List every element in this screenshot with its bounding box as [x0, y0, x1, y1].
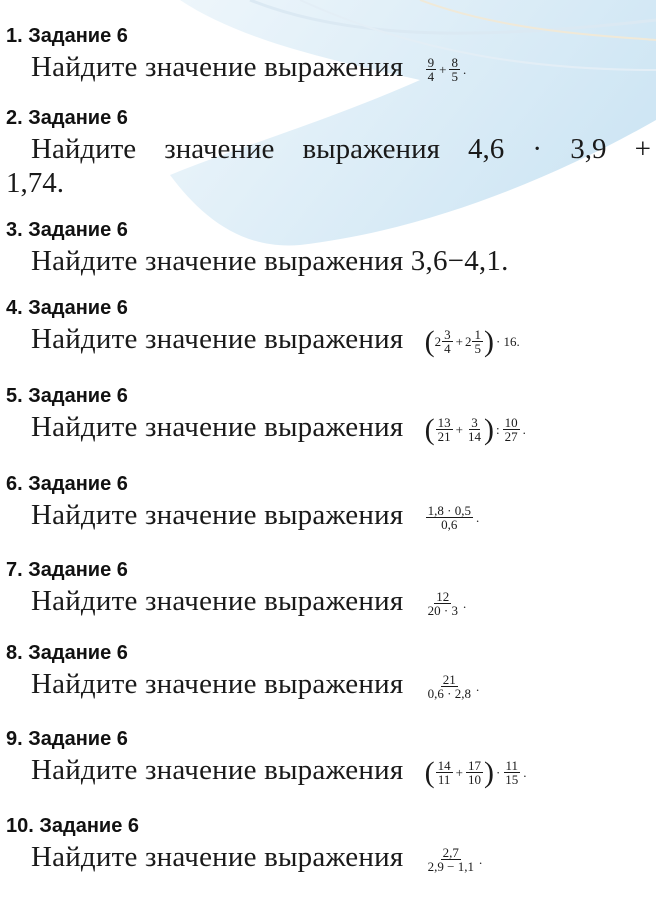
task-text: Найдите значение выражения ( $\frac{13}{21}$ + $\frac{3}{14}$ ) : $\frac{10}{27}$ .: [31, 411, 526, 446]
task-heading: 5. Задание 6: [6, 385, 128, 407]
task-text: Найдите значение выражения $\frac{21}{0,6 \cdot 2,8}$ .: [31, 667, 650, 704]
task-heading: 4. Задание 6: [6, 297, 128, 319]
task-heading: 2. Задание 6: [6, 107, 128, 129]
expression: ( $\frac{14}{11}$ + $\frac{17}{10}$ ) · $\frac{11}{15}$ .: [424, 755, 527, 789]
task-text: Найдите значение выражения $\frac{2,7}{2,9 - 1,1}$ .: [31, 840, 650, 877]
task-heading: 8. Задание 6: [6, 642, 128, 664]
task-heading: 3. Задание 6: [6, 219, 128, 241]
expression: $\frac{2,7}{2,9 - 1,1}$ .: [427, 845, 483, 875]
task-heading: 7. Задание 6: [6, 559, 128, 581]
expression: $\frac{12}{20 \cdot 3}$ .: [427, 589, 467, 619]
task-text: Найдите значение выражения $\frac{1,8 \cdot 0,5}{0,6}$ .: [31, 498, 650, 535]
expression: ( 2 $\frac{3}{4}$ + 2 $\frac{1}{5}$ ) · 16.: [424, 324, 520, 358]
task-text: Найдите значение выражения ( 2 $\frac{3}{4}$ + 2 $\frac{1}{5}$ ) · 16.: [31, 323, 520, 358]
task-text: Найдите значение выражения ( $\frac{14}{11}$ + $\frac{17}{10}$ ) · $\frac{11}{15}$ .: [31, 754, 527, 789]
task-text: Найдите значение выражения 3,6−4,1.: [31, 245, 509, 277]
task-heading: 1. Задание 6: [6, 25, 128, 47]
expression: $\frac{9}{4}$ + $\frac{8}{5}$ .: [427, 55, 467, 85]
expression: ( $\frac{13}{21}$ + $\frac{3}{14}$ ) : $\frac{10}{27}$ .: [424, 412, 526, 446]
task-text: Найдите значение выражения $\frac{12}{20 \cdot 3}$ .: [31, 584, 650, 621]
task-text-wrap: 1,74.: [6, 167, 64, 199]
expression: $\frac{1,8 \cdot 0,5}{0,6}$ .: [427, 503, 480, 533]
expression: $\frac{21}{0,6 \cdot 2,8}$ .: [427, 672, 480, 702]
task-heading: 10. Задание 6: [6, 815, 140, 837]
task-text: Найдите значение выражения 4,6 · 3,9 +: [31, 133, 651, 165]
task-heading: 9. Задание 6: [6, 728, 128, 750]
task-heading: 6. Задание 6: [6, 473, 128, 495]
task-text: Найдите значение выражения $\frac{9}{4}$ + $\frac{8}{5}$ .: [31, 50, 650, 87]
